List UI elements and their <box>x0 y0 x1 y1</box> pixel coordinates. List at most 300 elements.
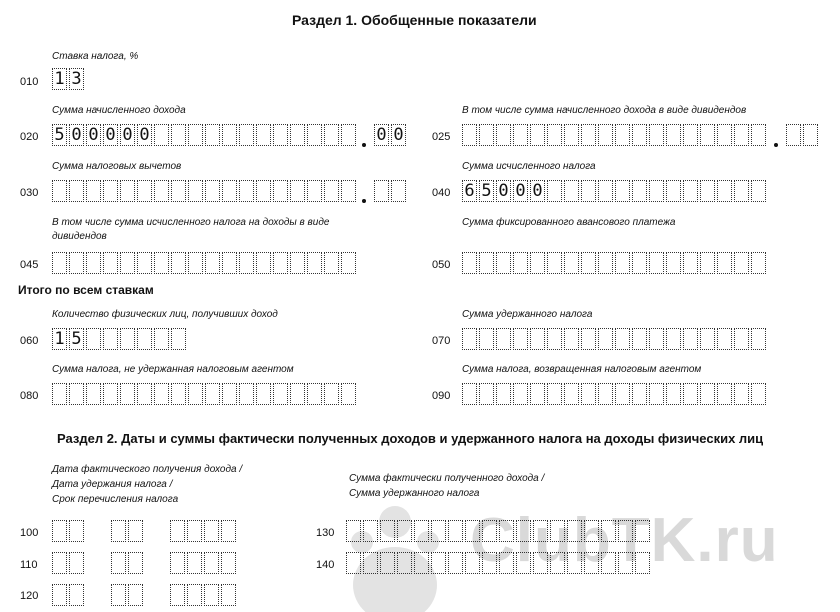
input-cell[interactable] <box>499 552 514 574</box>
section-2-title: Раздел 2. Даты и суммы фактически полученных доходов и удержанного налога на доходы физических лиц <box>57 431 764 446</box>
input-cell[interactable] <box>700 124 715 146</box>
input-cell[interactable] <box>69 552 84 574</box>
input-cell[interactable] <box>635 520 650 542</box>
input-cell[interactable] <box>188 383 203 405</box>
input-cell[interactable] <box>584 520 599 542</box>
input-cell[interactable] <box>649 124 664 146</box>
field-140[interactable] <box>346 552 652 574</box>
input-cell[interactable] <box>601 520 616 542</box>
input-cell[interactable] <box>324 383 339 405</box>
input-cell[interactable] <box>513 252 528 274</box>
input-cell[interactable]: 0 <box>391 124 406 146</box>
input-cell[interactable] <box>717 124 732 146</box>
input-cell[interactable] <box>414 520 429 542</box>
input-cell[interactable] <box>187 552 202 574</box>
input-cell[interactable] <box>103 328 118 350</box>
input-cell[interactable] <box>530 328 545 350</box>
input-cell[interactable] <box>380 520 395 542</box>
input-cell[interactable] <box>666 180 681 202</box>
input-cell[interactable] <box>222 124 237 146</box>
input-cell[interactable] <box>751 383 766 405</box>
input-cell[interactable] <box>683 383 698 405</box>
input-cell[interactable] <box>462 328 477 350</box>
input-cell[interactable] <box>564 328 579 350</box>
input-cell[interactable] <box>482 520 497 542</box>
input-cell[interactable] <box>533 520 548 542</box>
input-cell[interactable] <box>513 328 528 350</box>
input-cell[interactable] <box>188 124 203 146</box>
label-010: Ставка налога, % <box>52 51 139 62</box>
input-cell[interactable] <box>86 328 101 350</box>
input-cell[interactable] <box>324 180 339 202</box>
input-cell[interactable] <box>111 520 126 542</box>
field-060[interactable] <box>52 328 188 350</box>
input-cell[interactable] <box>465 520 480 542</box>
code-040: 040 <box>432 187 451 199</box>
input-cell[interactable] <box>111 584 126 606</box>
input-cell[interactable] <box>803 124 818 146</box>
code-025: 025 <box>432 131 451 143</box>
input-cell[interactable] <box>479 252 494 274</box>
field-030-integer[interactable] <box>52 180 358 202</box>
code-140: 140 <box>316 559 335 571</box>
field-020-fraction[interactable] <box>374 124 408 146</box>
field-110-day[interactable] <box>52 552 86 574</box>
input-cell[interactable] <box>170 584 185 606</box>
field-045[interactable] <box>52 252 358 274</box>
code-080: 080 <box>20 390 39 402</box>
input-cell[interactable] <box>346 520 361 542</box>
input-cell[interactable] <box>204 520 219 542</box>
input-cell[interactable] <box>734 124 749 146</box>
input-cell[interactable] <box>69 252 84 274</box>
input-cell[interactable] <box>171 383 186 405</box>
input-cell[interactable] <box>120 383 135 405</box>
input-cell[interactable] <box>751 328 766 350</box>
input-cell[interactable]: 5 <box>479 180 494 202</box>
input-cell[interactable] <box>86 180 101 202</box>
input-cell[interactable] <box>547 252 562 274</box>
input-cell[interactable] <box>496 124 511 146</box>
input-cell[interactable] <box>222 180 237 202</box>
input-cell[interactable] <box>734 252 749 274</box>
input-cell[interactable] <box>479 124 494 146</box>
label-045-line2: дивидендов <box>52 231 107 242</box>
input-cell[interactable] <box>479 328 494 350</box>
field-010[interactable] <box>52 68 86 90</box>
input-cell[interactable]: 0 <box>530 180 545 202</box>
input-cell[interactable] <box>666 328 681 350</box>
input-cell[interactable] <box>341 180 356 202</box>
input-cell[interactable] <box>103 180 118 202</box>
input-cell[interactable] <box>324 124 339 146</box>
input-cell[interactable] <box>128 584 143 606</box>
input-cell[interactable] <box>374 180 389 202</box>
section-2-left-label-2: Дата удержания налога / <box>52 479 173 490</box>
input-cell[interactable] <box>547 383 562 405</box>
input-cell[interactable] <box>111 552 126 574</box>
input-cell[interactable] <box>683 124 698 146</box>
input-cell[interactable]: 1 <box>52 328 67 350</box>
input-cell[interactable] <box>564 252 579 274</box>
input-cell[interactable] <box>128 552 143 574</box>
input-cell[interactable] <box>632 328 647 350</box>
input-cell[interactable] <box>222 252 237 274</box>
input-cell[interactable] <box>462 383 477 405</box>
input-cell[interactable] <box>414 552 429 574</box>
input-cell[interactable] <box>290 252 305 274</box>
input-cell[interactable]: 0 <box>69 124 84 146</box>
input-cell[interactable] <box>204 552 219 574</box>
code-010: 010 <box>20 76 39 88</box>
input-cell[interactable] <box>734 383 749 405</box>
input-cell[interactable] <box>448 520 463 542</box>
input-cell[interactable] <box>581 328 596 350</box>
label-020: Сумма начисленного дохода <box>52 105 186 116</box>
input-cell[interactable] <box>171 252 186 274</box>
field-110-year[interactable] <box>170 552 238 574</box>
input-cell[interactable] <box>222 383 237 405</box>
code-030: 030 <box>20 187 39 199</box>
section-2-right-label-1: Сумма фактически полученного дохода / <box>349 473 545 484</box>
input-cell[interactable] <box>530 383 545 405</box>
input-cell[interactable] <box>363 552 378 574</box>
input-cell[interactable] <box>496 328 511 350</box>
input-cell[interactable] <box>273 383 288 405</box>
code-100: 100 <box>20 527 39 539</box>
input-cell[interactable] <box>564 180 579 202</box>
field-025-fraction[interactable] <box>786 124 820 146</box>
input-cell[interactable] <box>239 124 254 146</box>
field-020-integer[interactable] <box>52 124 358 146</box>
input-cell[interactable] <box>205 124 220 146</box>
input-cell[interactable] <box>717 180 732 202</box>
input-cell[interactable] <box>137 252 152 274</box>
input-cell[interactable] <box>479 383 494 405</box>
input-cell[interactable] <box>547 328 562 350</box>
input-cell[interactable] <box>128 520 143 542</box>
input-cell[interactable] <box>717 383 732 405</box>
input-cell[interactable]: 0 <box>513 180 528 202</box>
input-cell[interactable] <box>598 180 613 202</box>
input-cell[interactable] <box>52 252 67 274</box>
input-cell[interactable] <box>188 252 203 274</box>
input-cell[interactable] <box>256 180 271 202</box>
code-060: 060 <box>20 335 39 347</box>
input-cell[interactable] <box>550 520 565 542</box>
input-cell[interactable] <box>187 520 202 542</box>
input-cell[interactable] <box>363 520 378 542</box>
field-100-day[interactable] <box>52 520 86 542</box>
input-cell[interactable] <box>584 552 599 574</box>
input-cell[interactable] <box>69 383 84 405</box>
input-cell[interactable] <box>120 252 135 274</box>
input-cell[interactable] <box>547 180 562 202</box>
input-cell[interactable] <box>346 552 361 574</box>
field-090[interactable] <box>462 383 768 405</box>
input-cell[interactable] <box>205 383 220 405</box>
input-cell[interactable] <box>700 252 715 274</box>
input-cell[interactable]: 5 <box>52 124 67 146</box>
input-cell[interactable] <box>341 383 356 405</box>
input-cell[interactable] <box>391 180 406 202</box>
field-120-year[interactable] <box>170 584 238 606</box>
label-060: Количество физических лиц, получивших доход <box>52 309 278 320</box>
input-cell[interactable] <box>786 124 801 146</box>
input-cell[interactable] <box>751 180 766 202</box>
input-cell[interactable] <box>530 252 545 274</box>
input-cell[interactable] <box>734 328 749 350</box>
input-cell[interactable] <box>431 520 446 542</box>
input-cell[interactable] <box>69 520 84 542</box>
label-025: В том числе сумма начисленного дохода в виде дивидендов <box>462 105 747 116</box>
input-cell[interactable] <box>666 383 681 405</box>
input-cell[interactable] <box>120 180 135 202</box>
input-cell[interactable] <box>154 180 169 202</box>
input-cell[interactable] <box>581 252 596 274</box>
input-cell[interactable] <box>482 552 497 574</box>
label-040: Сумма исчисленного налога <box>462 161 596 172</box>
input-cell[interactable] <box>256 124 271 146</box>
input-cell[interactable] <box>632 180 647 202</box>
input-cell[interactable] <box>221 520 236 542</box>
input-cell[interactable] <box>154 252 169 274</box>
input-cell[interactable] <box>598 252 613 274</box>
input-cell[interactable] <box>615 328 630 350</box>
input-cell[interactable]: 0 <box>374 124 389 146</box>
input-cell[interactable] <box>462 252 477 274</box>
field-100-year[interactable] <box>170 520 238 542</box>
input-cell[interactable] <box>581 180 596 202</box>
input-cell[interactable] <box>52 180 67 202</box>
input-cell[interactable] <box>307 124 322 146</box>
input-cell[interactable] <box>598 328 613 350</box>
input-cell[interactable] <box>550 552 565 574</box>
input-cell[interactable] <box>290 383 305 405</box>
input-cell[interactable] <box>103 252 118 274</box>
field-050[interactable] <box>462 252 768 274</box>
label-045-line1: В том числе сумма исчисленного налога на доходы в виде <box>52 217 330 228</box>
input-cell[interactable] <box>632 124 647 146</box>
input-cell[interactable] <box>69 180 84 202</box>
input-cell[interactable] <box>601 552 616 574</box>
input-cell[interactable] <box>751 252 766 274</box>
code-045: 045 <box>20 259 39 271</box>
field-100-month[interactable] <box>111 520 145 542</box>
section-2-right-label-2: Сумма удержанного налога <box>349 488 480 499</box>
input-cell[interactable] <box>751 124 766 146</box>
code-050: 050 <box>432 259 451 271</box>
input-cell[interactable] <box>103 383 118 405</box>
input-cell[interactable] <box>632 252 647 274</box>
input-cell[interactable] <box>700 180 715 202</box>
field-040[interactable] <box>462 180 768 202</box>
input-cell[interactable] <box>516 520 531 542</box>
code-120: 120 <box>20 590 39 602</box>
input-cell[interactable] <box>635 552 650 574</box>
input-cell[interactable] <box>547 124 562 146</box>
input-cell[interactable] <box>683 180 698 202</box>
input-cell[interactable] <box>256 252 271 274</box>
input-cell[interactable] <box>465 552 480 574</box>
input-cell[interactable] <box>567 552 582 574</box>
input-cell[interactable]: 0 <box>496 180 511 202</box>
input-cell[interactable] <box>341 124 356 146</box>
section-2-left-label-1: Дата фактического получения дохода / <box>52 464 243 475</box>
field-130[interactable] <box>346 520 652 542</box>
input-cell[interactable] <box>649 328 664 350</box>
input-cell[interactable]: 3 <box>69 68 84 90</box>
input-cell[interactable] <box>615 383 630 405</box>
input-cell[interactable] <box>513 383 528 405</box>
input-cell[interactable] <box>221 584 236 606</box>
input-cell[interactable] <box>649 383 664 405</box>
input-cell[interactable] <box>567 520 582 542</box>
input-cell[interactable] <box>533 552 548 574</box>
field-120-day[interactable] <box>52 584 86 606</box>
input-cell[interactable] <box>581 124 596 146</box>
input-cell[interactable] <box>717 252 732 274</box>
input-cell[interactable]: 0 <box>137 124 152 146</box>
input-cell[interactable] <box>380 552 395 574</box>
input-cell[interactable] <box>683 328 698 350</box>
label-030: Сумма налоговых вычетов <box>52 161 182 172</box>
input-cell[interactable] <box>530 124 545 146</box>
input-cell[interactable] <box>397 520 412 542</box>
input-cell[interactable] <box>618 520 633 542</box>
input-cell[interactable] <box>86 383 101 405</box>
input-cell[interactable] <box>137 180 152 202</box>
input-cell[interactable] <box>239 252 254 274</box>
input-cell[interactable] <box>170 552 185 574</box>
section-1-title: Раздел 1. Обобщенные показатели <box>292 12 537 28</box>
code-070: 070 <box>432 335 451 347</box>
input-cell[interactable] <box>307 180 322 202</box>
input-cell[interactable] <box>52 552 67 574</box>
field-110-month[interactable] <box>111 552 145 574</box>
input-cell[interactable] <box>120 328 135 350</box>
input-cell[interactable] <box>273 180 288 202</box>
input-cell[interactable] <box>307 383 322 405</box>
input-cell[interactable] <box>615 180 630 202</box>
field-080[interactable] <box>52 383 358 405</box>
code-090: 090 <box>432 390 451 402</box>
input-cell[interactable] <box>324 252 339 274</box>
input-cell[interactable] <box>496 383 511 405</box>
input-cell[interactable]: 0 <box>86 124 101 146</box>
code-110: 110 <box>20 559 38 571</box>
input-cell[interactable] <box>187 584 202 606</box>
field-030-fraction[interactable] <box>374 180 408 202</box>
input-cell[interactable] <box>239 180 254 202</box>
input-cell[interactable]: 5 <box>69 328 84 350</box>
input-cell[interactable]: 1 <box>52 68 67 90</box>
input-cell[interactable] <box>341 252 356 274</box>
label-070: Сумма удержанного налога <box>462 309 593 320</box>
field-120-month[interactable] <box>111 584 145 606</box>
input-cell[interactable] <box>615 124 630 146</box>
field-070[interactable] <box>462 328 768 350</box>
input-cell[interactable] <box>649 180 664 202</box>
input-cell[interactable] <box>397 552 412 574</box>
decimal-point-020 <box>362 143 366 147</box>
input-cell[interactable] <box>462 124 477 146</box>
field-025-integer[interactable] <box>462 124 768 146</box>
input-cell[interactable] <box>581 383 596 405</box>
input-cell[interactable] <box>171 180 186 202</box>
input-cell[interactable] <box>256 383 271 405</box>
input-cell[interactable] <box>598 383 613 405</box>
input-cell[interactable] <box>154 383 169 405</box>
input-cell[interactable] <box>499 520 514 542</box>
input-cell[interactable] <box>86 252 101 274</box>
label-050: Сумма фиксированного авансового платежа <box>462 217 676 228</box>
input-cell[interactable] <box>632 383 647 405</box>
input-cell[interactable] <box>154 328 169 350</box>
input-cell[interactable] <box>700 383 715 405</box>
input-cell[interactable] <box>188 180 203 202</box>
input-cell[interactable] <box>717 328 732 350</box>
input-cell[interactable] <box>239 383 254 405</box>
input-cell[interactable] <box>496 252 511 274</box>
input-cell[interactable] <box>513 124 528 146</box>
input-cell[interactable] <box>700 328 715 350</box>
input-cell[interactable] <box>666 252 681 274</box>
label-080: Сумма налога, не удержанная налоговым агентом <box>52 364 294 375</box>
input-cell[interactable] <box>205 180 220 202</box>
input-cell[interactable] <box>137 383 152 405</box>
code-130: 130 <box>316 527 335 539</box>
input-cell[interactable] <box>205 252 220 274</box>
input-cell[interactable]: 6 <box>462 180 477 202</box>
input-cell[interactable] <box>564 124 579 146</box>
input-cell[interactable] <box>431 552 446 574</box>
input-cell[interactable] <box>154 124 169 146</box>
watermark-text: ClubTK.ru <box>470 506 779 575</box>
input-cell[interactable] <box>171 124 186 146</box>
input-cell[interactable] <box>273 252 288 274</box>
input-cell[interactable] <box>52 383 67 405</box>
input-cell[interactable] <box>273 124 288 146</box>
input-cell[interactable] <box>137 328 152 350</box>
input-cell[interactable] <box>564 383 579 405</box>
input-cell[interactable] <box>516 552 531 574</box>
input-cell[interactable] <box>290 180 305 202</box>
input-cell[interactable]: 0 <box>103 124 118 146</box>
decimal-point-030 <box>362 199 366 203</box>
input-cell[interactable]: 0 <box>120 124 135 146</box>
input-cell[interactable] <box>221 552 236 574</box>
input-cell[interactable] <box>170 520 185 542</box>
input-cell[interactable] <box>448 552 463 574</box>
input-cell[interactable] <box>69 584 84 606</box>
input-cell[interactable] <box>683 252 698 274</box>
input-cell[interactable] <box>52 584 67 606</box>
section-2-left-label-3: Срок перечисления налога <box>52 494 179 505</box>
input-cell[interactable] <box>171 328 186 350</box>
input-cell[interactable] <box>734 180 749 202</box>
input-cell[interactable] <box>666 124 681 146</box>
input-cell[interactable] <box>52 520 67 542</box>
input-cell[interactable] <box>307 252 322 274</box>
subtotal-heading: Итого по всем ставкам <box>18 283 154 297</box>
input-cell[interactable] <box>618 552 633 574</box>
input-cell[interactable] <box>615 252 630 274</box>
input-cell[interactable] <box>598 124 613 146</box>
input-cell[interactable] <box>290 124 305 146</box>
input-cell[interactable] <box>204 584 219 606</box>
input-cell[interactable] <box>649 252 664 274</box>
